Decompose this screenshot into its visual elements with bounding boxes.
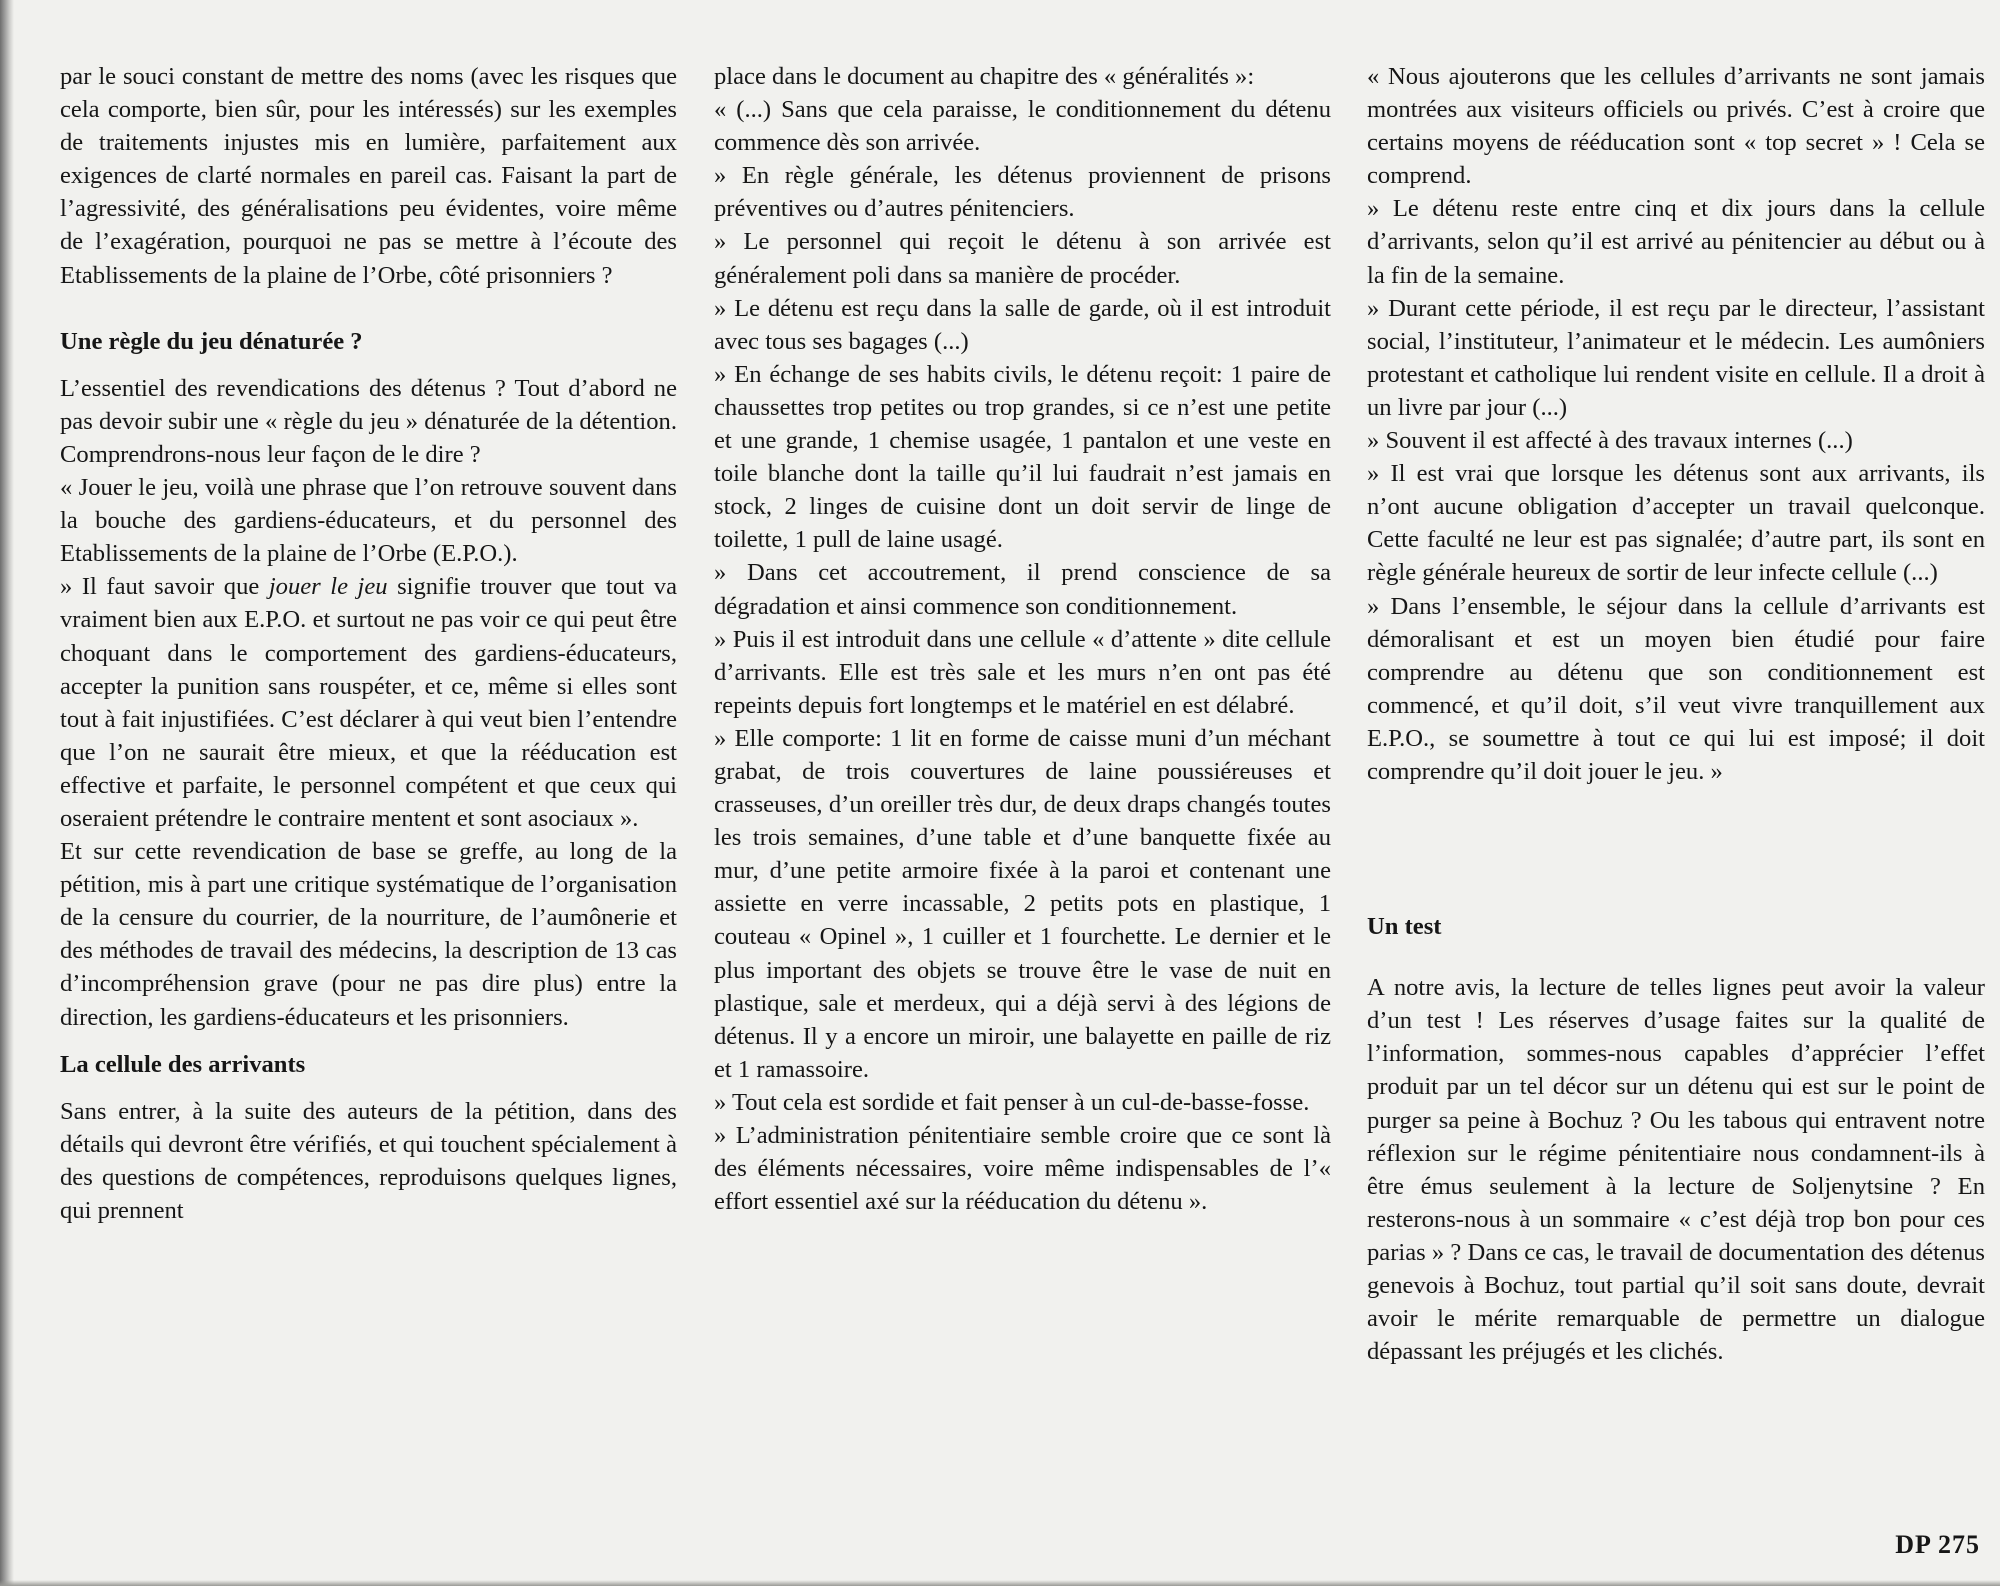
page-bottom-edge bbox=[0, 1580, 2000, 1586]
page-number: DP 275 bbox=[1895, 1530, 1980, 1559]
paragraph: « Nous ajouterons que les cellules d’arrivants ne sont jamais montrées aux visiteurs officiels ou privés. C’est à croire que certains moyens de rééducation sont « top secret » ! Cela se comprend. bbox=[1367, 63, 1985, 190]
paragraph: » Le détenu est reçu dans la salle de garde, où il est introduit avec tous ses bagages (...) bbox=[714, 294, 1331, 355]
paragraph: » L’administration pénitentiaire semble croire que ce sont là des éléments nécessaires, voire même indispensables de l’« effort essentiel axé sur la rééducation du détenu ». bbox=[714, 1122, 1331, 1216]
paragraph: » Dans cet accoutrement, il prend conscience de sa dégradation et ainsi commence son conditionnement. bbox=[714, 559, 1331, 620]
paragraph: « Jouer le jeu, voilà une phrase que l’on retrouve souvent dans la bouche des gardiens-éducateurs, et du personnel des Etablissements de la plaine de l’Orbe (E.P.O.). bbox=[60, 474, 677, 568]
paragraph: Sans entrer, à la suite des auteurs de la pétition, dans des détails qui devront être vérifiés, et qui touchent spécialement à des questions de compétences, reproduisons quelques lignes, qui prennent bbox=[60, 1097, 677, 1224]
paragraph: » Puis il est introduit dans une cellule « d’attente » dite cellule d’arrivants. Elle est très sale et les murs n’en ont pas été repeints depuis fort longtemps et le matériel en est délabré. bbox=[714, 625, 1331, 719]
section-heading: Une règle du jeu dénaturée ? bbox=[60, 327, 363, 355]
italic-phrase: jouer le jeu bbox=[268, 573, 388, 601]
text-run: signifie trouver que tout va vraiment bien aux E.P.O. et surtout ne pas voir ce qui peut être choquant dans le comportement des gardiens-éducateurs, accepter la punition sans rouspéter, et ce, même si elles sont tout à fait injustifiées. C’est déclarer à qui veut bien l’entendre que l’on ne saurait être mieux, et que la rééducation est effective et parfaite, le personnel compétent et que ceux qui oseraient prétendre le contraire mentent et sont asociaux ». bbox=[60, 573, 677, 832]
paragraph bbox=[60, 570, 677, 835]
paragraph: Et sur cette revendication de base se greffe, au long de la pétition, mis à part une critique systématique de l’organisation de la censure du courrier, de la nourriture, de l’aumônerie et des méthodes de travail des médecins, la description de 13 cas d’incompréhension grave (pour ne pas dire plus) entre la direction, les gardiens-éducateurs et les prisonniers. bbox=[60, 838, 677, 1031]
paragraph: » Durant cette période, il est reçu par le directeur, l’assistant social, l’instituteur, l’animateur et le médecin. Les aumôniers protestant et catholique lui rendent visite en cellule. Il a droit à un livre par jour (...) bbox=[1367, 294, 1985, 421]
paragraph: » Le personnel qui reçoit le détenu à son arrivée est généralement poli dans sa manière de procéder. bbox=[714, 228, 1331, 289]
paragraph: » En règle générale, les détenus proviennent de prisons préventives ou d’autres pénitenciers. bbox=[714, 162, 1331, 223]
column-left bbox=[60, 60, 677, 1227]
paragraph: » Souvent il est affecté à des travaux internes (...) bbox=[1367, 427, 1853, 455]
binding-shadow bbox=[0, 0, 14, 1586]
column-middle bbox=[714, 60, 1331, 1218]
paragraph: L’essentiel des revendications des détenus ? Tout d’abord ne pas devoir subir une « règle du jeu » dénaturée de la détention. Comprendrons-nous leur façon de le dire ? bbox=[60, 374, 677, 468]
paragraph: » Le détenu reste entre cinq et dix jours dans la cellule d’arrivants, selon qu’il est arrivé au pénitencier au début ou à la fin de la semaine. bbox=[1367, 195, 1985, 289]
section-heading: La cellule des arrivants bbox=[60, 1050, 306, 1078]
text-run: » Il faut savoir que bbox=[60, 573, 269, 601]
paragraph: » Il est vrai que lorsque les détenus sont aux arrivants, ils n’ont aucune obligation d’accepter un travail quelconque. Cette faculté ne leur est pas signalée; d’autre part, ils sont en règle générale heureux de sortir de leur infecte cellule (...) bbox=[1367, 460, 1985, 587]
paragraph: » Elle comporte: 1 lit en forme de caisse muni d’un méchant grabat, de trois couvertures de laine poussiéreuses et crasseuses, d’un oreiller très dur, de deux draps changés toutes les trois semaines, d’une table et d’une banquette fixée au mur, d’une petite armoire fixée à la paroi et contenant une assiette en verre incassable, 2 petits pots en plastique, 1 couteau « Opinel », 1 cuiller et 1 fourchette. Le dernier et le plus important des objets se trouve être le vase de nuit en plastique, sale et merdeux, qui a déjà servi à des légions de détenus. Il y a encore un miroir, une balayette en paille de riz et 1 ramassoire. bbox=[714, 724, 1331, 1083]
paragraph: par le souci constant de mettre des noms (avec les risques que cela comporte, bien sûr, pour les intéressés) sur les exemples de traitements injustes mis en lumière, parfaitement aux exigences de clarté normales en pareil cas. Faisant la part de l’agressivité, des généralisations peu évidentes, voire même de l’exagération, pourquoi ne pas se mettre à l’écoute des Etablissements de la plaine de l’Orbe, côté prisonniers ? bbox=[60, 63, 677, 289]
paragraph: » Dans l’ensemble, le séjour dans la cellule d’arrivants est démoralisant et est un moyen bien étudié pour faire comprendre au détenu que son conditionnement est commencé, et qu’il doit, s’il veut vivre tranquillement aux E.P.O., se soumettre à tout ce qui lui est imposé; il doit comprendre qu’il doit jouer le jeu. » bbox=[1367, 592, 1985, 785]
paragraph: » En échange de ses habits civils, le détenu reçoit: 1 paire de chaussettes trop petites ou trop grandes, si ce n’est une petite et une grande, 1 chemise usagée, 1 pantalon et une veste en toile blanche dont la taille qu’il lui faudrait n’est jamais en stock, 2 linges de cuisine dont un doit servir de linge de toilette, 1 pull de laine usagé. bbox=[714, 360, 1331, 554]
paragraph: place dans le document au chapitre des « généralités »: bbox=[714, 63, 1255, 90]
paragraph: « (...) Sans que cela paraisse, le conditionnement du détenu commence dès son arrivée. bbox=[714, 96, 1331, 157]
section-heading: Un test bbox=[1367, 913, 1442, 941]
column-right bbox=[1367, 60, 1985, 1368]
paragraph: A notre avis, la lecture de telles lignes peut avoir la valeur d’un test ! Les réserves d’usage faites sur la qualité de l’information, sommes-nous capables d’apprécier l’effet produit par un tel décor sur un détenu qui est sur le point de purger sa peine à Bochuz ? Ou les tabous qui entravent notre réflexion sur le régime pénitentiaire nous condamnent-ils à être émus seulement à la lecture de Soljenytsine ? En resterons-nous à un sommaire « c’est déjà trop bon pour ces parias » ? Dans ce cas, le travail de documentation des détenus genevois à Bochuz, tout partial qu’il soit sans doute, devrait avoir le mérite remarquable de permettre un dialogue dépassant les préjugés et les clichés. bbox=[1367, 974, 1985, 1366]
paragraph: » Tout cela est sordide et fait penser à un cul-de-basse-fosse. bbox=[714, 1088, 1310, 1116]
